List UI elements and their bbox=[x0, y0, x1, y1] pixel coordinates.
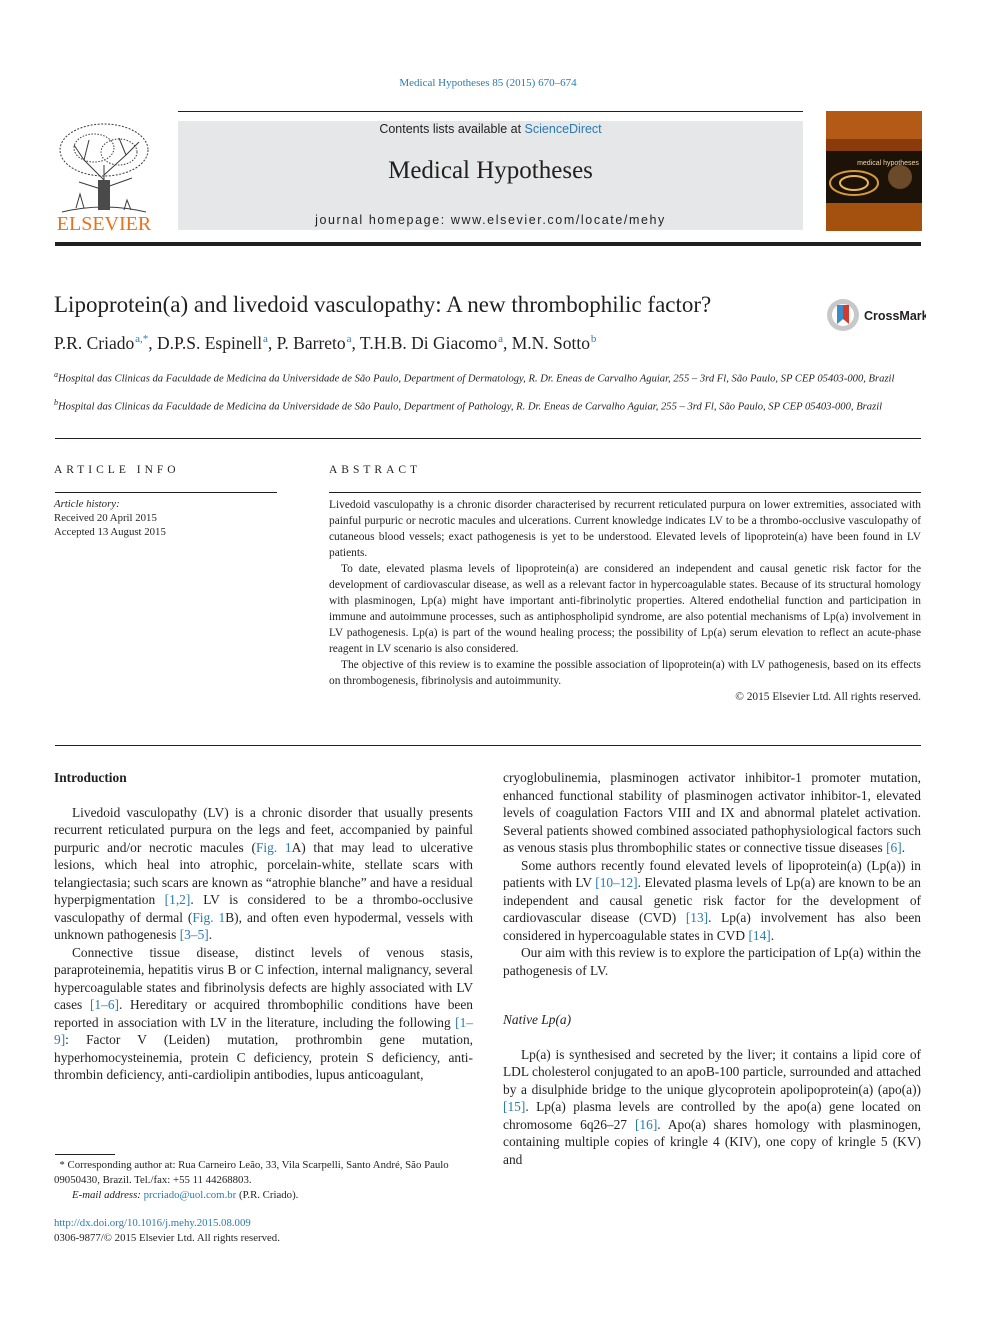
divider bbox=[55, 492, 277, 493]
body-paragraph: cryoglobulinemia, plasminogen activator inhibitor-1 promoter mutation, enhanced functional stability of plasminogen activator inhibitor-1, elevated levels of coagulation Factors VIII and IX and abnormal platelet activation. Several patients showed combined associated pathophysiological factors such as venous stasis plus thrombophilic states or connective tissue diseases [6]. bbox=[503, 770, 921, 855]
email-link[interactable]: prcriado@uol.com.br bbox=[143, 1189, 237, 1201]
affiliation bbox=[54, 367, 922, 387]
cover-title: medical hypotheses bbox=[857, 160, 919, 167]
history-label: Article history: bbox=[54, 498, 120, 510]
accepted-date: Accepted 13 August 2015 bbox=[54, 526, 166, 538]
author-name: M.N. Sotto bbox=[511, 333, 590, 353]
divider bbox=[329, 492, 921, 493]
doi-link[interactable]: http://dx.doi.org/10.1016/j.mehy.2015.08.009 bbox=[54, 1217, 251, 1229]
citation-link[interactable]: [1,2] bbox=[164, 892, 191, 907]
homepage-url-link[interactable]: www.elsevier.com/locate/mehy bbox=[450, 213, 666, 227]
journal-name: Medical Hypotheses bbox=[388, 157, 593, 184]
journal-citation-link[interactable]: Medical Hypotheses 85 (2015) 670–674 bbox=[399, 77, 577, 89]
author-affiliation-link[interactable]: a bbox=[498, 333, 503, 346]
body-column-right bbox=[503, 769, 921, 1168]
affiliation-mark: b bbox=[54, 398, 58, 407]
citation-link[interactable]: [15] bbox=[503, 1099, 526, 1114]
received-date: Received 20 April 2015 bbox=[54, 512, 157, 524]
abstract-paragraph: To date, elevated plasma levels of lipoprotein(a) are considered an independent and causal genetic risk factor for the development of cardiovascular disease, as well as a relevant factor in hypercoagulable states. Because of its structural homology with plasminogen, Lp(a) might have important anti-fibrinolytic properties. Altered endothelial function and participation in immune and autoimmune processes, such as antiphospholipid syndrome, are also potential mechanisms of Lp(a) involvement in LV pathogenesis. Lp(a) is part of the wound healing process; the possibility of Lp(a) serum elevation to reflect an acute-phase reagent in LV scenario is also considered. bbox=[329, 563, 921, 655]
abstract-copyright: © 2015 Elsevier Ltd. All rights reserved. bbox=[735, 691, 921, 703]
author-affiliation-link[interactable]: a bbox=[346, 333, 352, 346]
affiliation-text: Hospital das Clinicas da Faculdade de Medicina da Universidade de São Paulo, Department of Pathology, R. Dr. Eneas de Carvalho Aguiar, 255 – 3rd Fl, São Paulo, SP CEP 05403-000, Brazil bbox=[58, 401, 883, 413]
figure-link[interactable]: Fig. 1 bbox=[192, 909, 226, 925]
citation-link[interactable]: [1–9] bbox=[54, 1014, 473, 1047]
email-suffix: (P.R. Criado). bbox=[236, 1189, 299, 1201]
email-label: E-mail address: bbox=[72, 1189, 144, 1201]
abstract-body bbox=[329, 497, 921, 705]
body-paragraph: Livedoid vasculopathy (LV) is a chronic disorder that usually presents recurrent reticulated purpura on the legs and feet, accompanied by painful purpuric and/or necrotic macules (Fig. 1A) that may lead to ulcerative lesions, which heal into atrophic, porcelain-white, stellate scars with telangiectasia; such scars are known as “atrophie blanche” and have a residual hyperpigmentation [1,2]. LV is considered to be a thrombo-occlusive vasculopathy of dermal (Fig. 1B), and often even hypodermal, vessels with unknown pathogenesis [3–5]. bbox=[54, 804, 474, 942]
article-info-heading: ARTICLE INFO bbox=[54, 464, 180, 476]
elsevier-tree-icon bbox=[54, 120, 154, 232]
body-paragraph: Connective tissue disease, distinct levels of venous stasis, paraproteinemia, hepatitis virus B or C infection, internal malignancy, several hypercoagulable states and fibrinolysis defects are highly associated with LV cases [1–6]. Hereditary or acquired thrombophilic conditions have been reported in association with LV in the literature, including the following [1–9]: Factor V (Leiden) mutation, prothrombin gene mutation, hyperhomocysteinemia, protein C deficiency, protein S deficiency, anti-thrombin deficiency, anti-cardiolipin antibodies, lupus anticoagulant, bbox=[54, 944, 473, 1082]
author-affiliation-link[interactable]: a,* bbox=[135, 333, 149, 346]
section-heading: Introduction bbox=[54, 770, 127, 785]
article-title: Lipoprotein(a) and livedoid vasculopathy: A new thrombophilic factor? bbox=[54, 292, 712, 317]
body-paragraph: Lp(a) is synthesised and secreted by the liver; it contains a lipid core of LDL cholesterol conjugated to an apoB-100 particle, surrounded and attached by a disulphide bridge to the unique glycoprotein apolipoprotein(a) (apo(a)) [15]. Lp(a) plasma levels are controlled by the apo(a) gene located on chromosome 6q26–27 [16]. Apo(a) shares homology with plasminogen, containing multiple copies of kringle 4 (KIV), one copy of kringle 5 (KV) and bbox=[503, 1046, 921, 1167]
doi-block bbox=[54, 1216, 280, 1246]
issn-copyright: 0306-9877/© 2015 Elsevier Ltd. All rights reserved. bbox=[54, 1232, 280, 1244]
body-column-left bbox=[54, 769, 473, 1084]
sciencedirect-link[interactable]: ScienceDirect bbox=[524, 122, 602, 136]
figure-link[interactable]: Fig. 1 bbox=[255, 839, 292, 855]
header-rule-bottom bbox=[55, 242, 921, 246]
footnote-email bbox=[54, 1188, 474, 1203]
citation-link[interactable]: [6] bbox=[886, 840, 902, 855]
divider bbox=[55, 438, 921, 439]
citation-link[interactable]: [1–6] bbox=[89, 997, 119, 1012]
citation-link[interactable]: [10–12] bbox=[595, 875, 638, 890]
author-affiliation-link[interactable]: a bbox=[263, 333, 268, 346]
author-name: P.R. Criado bbox=[54, 333, 135, 353]
corresponding-author-footnote bbox=[54, 1158, 474, 1203]
body-paragraph: Some authors recently found elevated levels of lipoprotein(a) (Lp(a)) in patients with LV [10–12]. Elevated plasma levels of Lp(a) are known to be an independent and causal genetic risk factor for the development of cardiovascular disease (CVD) [13]. Lp(a) involvement has also been considered in hypercoagulable states in CVD [14]. bbox=[503, 857, 921, 943]
citation-link[interactable]: [16] bbox=[634, 1116, 658, 1132]
footnote-corresponding: * Corresponding author at: Rua Carneiro Leão, 33, Vila Scarpelli, Santo André, São Paulo 09050430, Brazil. Tel./fax: +55 11 44268803. bbox=[54, 1159, 449, 1186]
article-history bbox=[54, 497, 166, 539]
author-name: P. Barreto bbox=[276, 333, 346, 353]
author-name: D.P.S. Espinell bbox=[157, 333, 263, 353]
crossmark-icon bbox=[826, 296, 926, 334]
divider bbox=[55, 745, 921, 746]
citation-link[interactable]: [3–5] bbox=[179, 927, 209, 942]
citation-link[interactable]: [14] bbox=[748, 927, 771, 943]
author-affiliation-link[interactable]: b bbox=[590, 333, 597, 346]
footnote-rule bbox=[55, 1154, 115, 1155]
elsevier-logo[interactable] bbox=[54, 120, 154, 232]
author-name: T.H.B. Di Giacomo bbox=[359, 333, 498, 353]
affiliation-mark: a bbox=[54, 370, 58, 379]
abstract-paragraph: The objective of this review is to examine the possible association of lipoprotein(a) with LV pathogenesis, based on its effects on thrombogenesis, fibrinolysis and autoimmunity. bbox=[329, 659, 921, 687]
subsection-heading: Native Lp(a) bbox=[503, 1012, 572, 1027]
contents-prefix: Contents lists available at bbox=[379, 122, 525, 136]
journal-homepage bbox=[178, 213, 803, 227]
corresponding-text: Corresponding author at: Rua Carneiro Leão, 33, Vila Scarpelli, Santo André, São Paulo 09050430, Brazil. Tel./fax: +55 11 44268803. bbox=[54, 1159, 449, 1186]
crossmark-label: CrossMark bbox=[864, 309, 926, 323]
citation-link[interactable]: [13] bbox=[685, 910, 709, 925]
header-rule-top bbox=[178, 111, 803, 112]
cover-art-icon bbox=[826, 111, 922, 231]
homepage-prefix: journal homepage: bbox=[315, 213, 451, 227]
body-paragraph: Our aim with this review is to explore the participation of Lp(a) within the pathogenesis of LV. bbox=[503, 945, 921, 978]
contents-available bbox=[178, 122, 803, 136]
author-list: P.R. Criado $^{a,*}$, D.P.S. Espinell $^a$, P. Barreto $^a$, T.H.B. Di Giacomo $^a$, M.N. Sotto $^b$ bbox=[54, 333, 597, 353]
affiliation bbox=[54, 395, 922, 415]
journal-cover-image[interactable] bbox=[826, 111, 922, 231]
affiliation-text: Hospital das Clinicas da Faculdade de Medicina da Universidade de São Paulo, Department of Dermatology, R. Dr. Eneas de Carvalho Aguiar, 255 – 3rd Fl, São Paulo, SP CEP 05403-000, Brazil bbox=[58, 373, 895, 385]
abstract-heading: ABSTRACT bbox=[329, 464, 422, 476]
crossmark-button[interactable] bbox=[826, 296, 926, 334]
elsevier-wordmark: ELSEVIER bbox=[56, 213, 152, 232]
abstract-paragraph: Livedoid vasculopathy is a chronic disorder characterised by recurrent reticulated purpura on lower extremities, associated with painful purpuric or necrotic macules and ulcerations. Current knowledge indicates LV to be a thrombo-occlusive vasculopathy of cutaneous blood vessels; exact pathogenesis is yet to be understood. Elevated levels of lipoprotein(a) have been found in LV patients. bbox=[329, 499, 921, 559]
